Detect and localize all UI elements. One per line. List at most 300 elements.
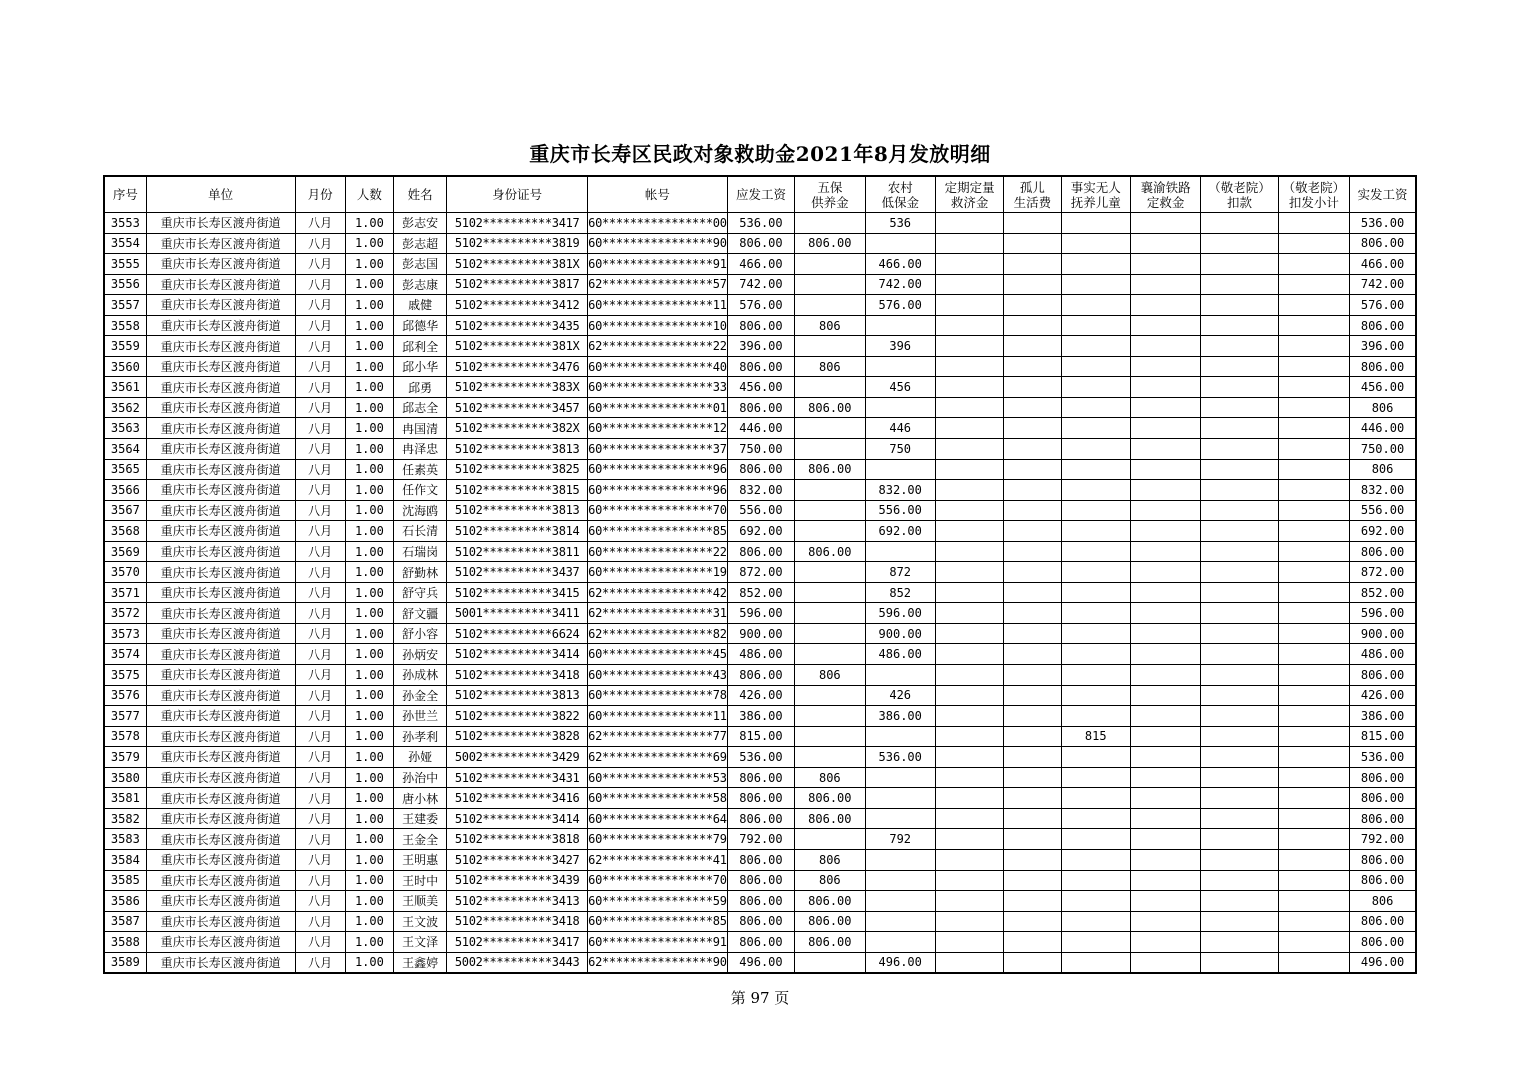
table-cell <box>1201 582 1278 603</box>
table-cell: 3583 <box>104 829 146 850</box>
table-cell: 806.00 <box>727 870 794 891</box>
table-cell <box>935 295 1003 316</box>
table-row <box>104 952 1416 973</box>
table-cell: 邱利全 <box>394 336 447 357</box>
table-cell: 八月 <box>295 932 345 953</box>
table-cell: 重庆市长寿区渡舟街道 <box>146 439 295 460</box>
table-cell: 王顺美 <box>394 891 447 912</box>
table-cell: 536.00 <box>1350 213 1416 234</box>
table-cell: 5102**********3439 <box>447 870 588 891</box>
table-cell <box>1201 829 1278 850</box>
table-cell <box>1130 623 1200 644</box>
table-cell: 八月 <box>295 891 345 912</box>
table-cell: 806.00 <box>1350 767 1416 788</box>
table-cell: 3572 <box>104 603 146 624</box>
table-cell <box>1004 356 1061 377</box>
table-row <box>104 706 1416 727</box>
table-cell: 重庆市长寿区渡舟街道 <box>146 295 295 316</box>
table-cell: 1.00 <box>345 541 393 562</box>
table-cell <box>1004 829 1061 850</box>
table-cell: 60****************37 <box>588 439 728 460</box>
table-cell <box>935 870 1003 891</box>
table-cell: 396.00 <box>1350 336 1416 357</box>
table-cell: 60****************10 <box>588 315 728 336</box>
table-cell: 486.00 <box>727 644 794 665</box>
table-cell: 3577 <box>104 706 146 727</box>
table-cell <box>1278 808 1349 829</box>
table-cell: 496.00 <box>727 952 794 973</box>
table-cell: 王文泽 <box>394 932 447 953</box>
table-row <box>104 397 1416 418</box>
table-cell: 3563 <box>104 418 146 439</box>
table-cell <box>1278 541 1349 562</box>
table-cell: 八月 <box>295 767 345 788</box>
table-cell: 692.00 <box>1350 521 1416 542</box>
column-header: （敬老院） 扣款 <box>1201 176 1278 213</box>
table-row <box>104 603 1416 624</box>
table-cell <box>865 397 935 418</box>
table-cell <box>1278 911 1349 932</box>
table-cell: 3564 <box>104 439 146 460</box>
table-cell: 重庆市长寿区渡舟街道 <box>146 849 295 870</box>
table-cell: 3575 <box>104 665 146 686</box>
column-header: 单位 <box>146 176 295 213</box>
table-cell: 536.00 <box>727 747 794 768</box>
table-cell <box>1278 459 1349 480</box>
table-cell <box>1061 952 1130 973</box>
table-cell <box>1130 788 1200 809</box>
table-cell <box>935 213 1003 234</box>
table-cell: 806.00 <box>1350 788 1416 809</box>
table-cell: 596.00 <box>1350 603 1416 624</box>
table-cell: 872.00 <box>1350 562 1416 583</box>
table-cell: 3576 <box>104 685 146 706</box>
column-header: 帐号 <box>588 176 728 213</box>
table-cell: 5102**********3416 <box>447 788 588 809</box>
table-cell: 1.00 <box>345 315 393 336</box>
table-cell: 692.00 <box>727 521 794 542</box>
table-cell: 60****************22 <box>588 541 728 562</box>
table-cell <box>935 808 1003 829</box>
table-cell <box>1201 726 1278 747</box>
table-row <box>104 726 1416 747</box>
table-cell <box>1061 356 1130 377</box>
table-cell: 3580 <box>104 767 146 788</box>
table-cell <box>1278 726 1349 747</box>
table-cell <box>1278 952 1349 973</box>
table-cell <box>1004 603 1061 624</box>
table-cell: 1.00 <box>345 295 393 316</box>
table-cell <box>1201 911 1278 932</box>
table-cell <box>935 644 1003 665</box>
table-cell: 重庆市长寿区渡舟街道 <box>146 808 295 829</box>
table-cell: 806.00 <box>1350 233 1416 254</box>
table-cell: 3554 <box>104 233 146 254</box>
column-header: 应发工资 <box>727 176 794 213</box>
table-cell: 806.00 <box>727 788 794 809</box>
table-cell: 60****************53 <box>588 767 728 788</box>
table-cell: 5102**********381X <box>447 254 588 275</box>
table-cell: 3584 <box>104 849 146 870</box>
table-cell <box>865 459 935 480</box>
table-cell <box>795 439 865 460</box>
table-cell: 5102**********3813 <box>447 500 588 521</box>
table-cell <box>1004 213 1061 234</box>
table-cell <box>865 315 935 336</box>
table-cell: 3585 <box>104 870 146 891</box>
table-cell <box>935 911 1003 932</box>
table-cell: 5102**********3815 <box>447 480 588 501</box>
table-row <box>104 767 1416 788</box>
table-cell: 重庆市长寿区渡舟街道 <box>146 254 295 275</box>
table-cell: 815.00 <box>1350 726 1416 747</box>
table-cell <box>1278 500 1349 521</box>
table-cell: 806.00 <box>795 459 865 480</box>
table-cell: 3586 <box>104 891 146 912</box>
table-cell <box>935 849 1003 870</box>
table-cell: 5102**********3417 <box>447 932 588 953</box>
table-cell: 536.00 <box>727 213 794 234</box>
table-cell: 62****************31 <box>588 603 728 624</box>
table-cell: 重庆市长寿区渡舟街道 <box>146 418 295 439</box>
table-cell: 386.00 <box>1350 706 1416 727</box>
table-cell <box>1130 706 1200 727</box>
table-cell: 重庆市长寿区渡舟街道 <box>146 562 295 583</box>
table-cell: 重庆市长寿区渡舟街道 <box>146 706 295 727</box>
table-row <box>104 932 1416 953</box>
table-cell: 石长清 <box>394 521 447 542</box>
table-cell <box>795 747 865 768</box>
table-cell <box>1278 562 1349 583</box>
table-cell <box>1130 500 1200 521</box>
table-cell <box>1004 274 1061 295</box>
table-cell: 重庆市长寿区渡舟街道 <box>146 911 295 932</box>
table-row <box>104 849 1416 870</box>
table-cell <box>795 295 865 316</box>
table-cell: 806.00 <box>1350 665 1416 686</box>
column-header: 农村 低保金 <box>865 176 935 213</box>
table-cell: 3574 <box>104 644 146 665</box>
table-cell <box>1130 521 1200 542</box>
table-cell <box>1061 623 1130 644</box>
table-cell: 戚健 <box>394 295 447 316</box>
table-cell <box>1061 213 1130 234</box>
table-cell <box>1061 315 1130 336</box>
table-cell <box>1130 418 1200 439</box>
table-cell <box>1278 932 1349 953</box>
table-row <box>104 418 1416 439</box>
table-cell: 重庆市长寿区渡舟街道 <box>146 336 295 357</box>
table-cell: 446.00 <box>1350 418 1416 439</box>
table-cell <box>1278 418 1349 439</box>
table-cell <box>1278 521 1349 542</box>
table-cell: 八月 <box>295 459 345 480</box>
table-cell <box>1201 685 1278 706</box>
table-row <box>104 295 1416 316</box>
table-cell: 852.00 <box>1350 582 1416 603</box>
table-cell <box>1061 480 1130 501</box>
table-cell: 1.00 <box>345 254 393 275</box>
table-row <box>104 315 1416 336</box>
table-cell: 742.00 <box>865 274 935 295</box>
table-cell <box>1130 459 1200 480</box>
table-cell: 彭志安 <box>394 213 447 234</box>
table-cell: 八月 <box>295 315 345 336</box>
table-cell <box>1201 295 1278 316</box>
table-cell: 舒文疆 <box>394 603 447 624</box>
table-cell: 5102**********3418 <box>447 665 588 686</box>
table-cell: 八月 <box>295 418 345 439</box>
table-cell: 重庆市长寿区渡舟街道 <box>146 500 295 521</box>
table-cell: 3568 <box>104 521 146 542</box>
column-header: 人数 <box>345 176 393 213</box>
table-cell: 806.00 <box>727 849 794 870</box>
table-cell: 王建委 <box>394 808 447 829</box>
table-cell: 852 <box>865 582 935 603</box>
table-cell: 806.00 <box>727 315 794 336</box>
table-cell: 5102**********3825 <box>447 459 588 480</box>
table-cell: 彭志国 <box>394 254 447 275</box>
table-cell <box>1130 808 1200 829</box>
table-cell <box>1061 336 1130 357</box>
table-cell <box>1061 829 1130 850</box>
table-cell <box>795 562 865 583</box>
table-cell <box>1278 439 1349 460</box>
table-cell: 1.00 <box>345 788 393 809</box>
table-cell <box>1278 685 1349 706</box>
table-cell <box>1201 541 1278 562</box>
column-header: 序号 <box>104 176 146 213</box>
table-cell: 3566 <box>104 480 146 501</box>
table-cell: 556.00 <box>727 500 794 521</box>
table-cell: 5102**********3476 <box>447 356 588 377</box>
table-cell <box>1061 521 1130 542</box>
table-cell <box>1201 706 1278 727</box>
table-cell: 806.00 <box>795 932 865 953</box>
column-header: （敬老院） 扣发小计 <box>1278 176 1349 213</box>
table-cell: 重庆市长寿区渡舟街道 <box>146 665 295 686</box>
table-cell: 60****************79 <box>588 829 728 850</box>
table-cell <box>1130 665 1200 686</box>
table-cell: 60****************33 <box>588 377 728 398</box>
table-cell: 唐小林 <box>394 788 447 809</box>
table-cell: 426.00 <box>727 685 794 706</box>
table-cell <box>865 233 935 254</box>
table-cell <box>935 665 1003 686</box>
table-cell <box>795 336 865 357</box>
table-cell <box>1278 747 1349 768</box>
table-cell <box>1201 891 1278 912</box>
table-cell: 1.00 <box>345 644 393 665</box>
table-cell <box>1061 891 1130 912</box>
table-row <box>104 377 1416 398</box>
table-cell <box>1004 808 1061 829</box>
table-cell <box>935 541 1003 562</box>
table-cell: 60****************01 <box>588 397 728 418</box>
table-cell <box>1061 911 1130 932</box>
table-cell: 1.00 <box>345 582 393 603</box>
table-cell: 1.00 <box>345 891 393 912</box>
table-cell <box>935 767 1003 788</box>
table-cell: 1.00 <box>345 397 393 418</box>
table-cell: 806.00 <box>1350 849 1416 870</box>
table-cell <box>1201 377 1278 398</box>
table-cell <box>935 418 1003 439</box>
table-cell <box>1130 315 1200 336</box>
table-cell: 重庆市长寿区渡舟街道 <box>146 603 295 624</box>
table-cell <box>935 397 1003 418</box>
table-cell: 386.00 <box>865 706 935 727</box>
table-cell: 806.00 <box>795 808 865 829</box>
table-header <box>104 176 1416 213</box>
table-cell: 重庆市长寿区渡舟街道 <box>146 623 295 644</box>
table-cell <box>1278 336 1349 357</box>
table-cell: 806 <box>795 356 865 377</box>
table-cell: 60****************70 <box>588 500 728 521</box>
table-cell: 596.00 <box>727 603 794 624</box>
table-row <box>104 685 1416 706</box>
table-cell: 60****************91 <box>588 254 728 275</box>
table-cell: 742.00 <box>727 274 794 295</box>
table-cell: 806 <box>1350 397 1416 418</box>
table-cell <box>1061 747 1130 768</box>
table-cell: 1.00 <box>345 233 393 254</box>
table-cell <box>935 500 1003 521</box>
table-cell: 重庆市长寿区渡舟街道 <box>146 644 295 665</box>
table-cell <box>935 377 1003 398</box>
table-cell: 3565 <box>104 459 146 480</box>
table-cell <box>1278 377 1349 398</box>
table-row <box>104 747 1416 768</box>
table-cell: 832.00 <box>1350 480 1416 501</box>
table-cell: 5102**********6624 <box>447 623 588 644</box>
table-cell <box>1004 377 1061 398</box>
table-cell <box>1201 315 1278 336</box>
table-cell: 1.00 <box>345 213 393 234</box>
table-cell <box>795 603 865 624</box>
table-cell <box>935 932 1003 953</box>
table-cell <box>1061 582 1130 603</box>
table-cell: 5102**********3412 <box>447 295 588 316</box>
table-cell: 5102**********3437 <box>447 562 588 583</box>
table-cell: 3578 <box>104 726 146 747</box>
table-cell: 806.00 <box>1350 356 1416 377</box>
table-cell: 446.00 <box>727 418 794 439</box>
table-cell: 重庆市长寿区渡舟街道 <box>146 788 295 809</box>
table-row <box>104 213 1416 234</box>
table-cell <box>935 603 1003 624</box>
table-cell: 3582 <box>104 808 146 829</box>
payment-table <box>103 175 1417 974</box>
column-header: 五保 供养金 <box>795 176 865 213</box>
table-row <box>104 644 1416 665</box>
table-cell <box>1130 439 1200 460</box>
table-cell: 5102**********381X <box>447 336 588 357</box>
table-cell <box>1004 582 1061 603</box>
table-cell: 60****************58 <box>588 788 728 809</box>
table-cell: 3579 <box>104 747 146 768</box>
table-cell: 冉国清 <box>394 418 447 439</box>
table-cell <box>935 706 1003 727</box>
table-cell <box>865 870 935 891</box>
table-cell <box>795 500 865 521</box>
table-cell: 1.00 <box>345 521 393 542</box>
table-cell: 王文波 <box>394 911 447 932</box>
table-cell: 1.00 <box>345 808 393 829</box>
table-cell: 3571 <box>104 582 146 603</box>
table-cell: 900.00 <box>1350 623 1416 644</box>
table-cell <box>1201 521 1278 542</box>
table-cell: 5102**********3418 <box>447 911 588 932</box>
table-cell: 1.00 <box>345 870 393 891</box>
table-cell: 重庆市长寿区渡舟街道 <box>146 315 295 336</box>
table-cell <box>1130 849 1200 870</box>
table-cell: 5102**********3457 <box>447 397 588 418</box>
table-cell <box>865 932 935 953</box>
table-cell <box>1061 870 1130 891</box>
table-cell: 60****************11 <box>588 295 728 316</box>
table-cell <box>1130 726 1200 747</box>
table-cell: 3553 <box>104 213 146 234</box>
table-cell <box>795 952 865 973</box>
table-cell: 3558 <box>104 315 146 336</box>
table-cell: 重庆市长寿区渡舟街道 <box>146 377 295 398</box>
table-cell <box>1201 747 1278 768</box>
table-cell: 806.00 <box>1350 541 1416 562</box>
table-cell <box>935 356 1003 377</box>
table-cell: 3560 <box>104 356 146 377</box>
table-cell <box>1201 213 1278 234</box>
table-cell: 八月 <box>295 336 345 357</box>
table-cell <box>1061 849 1130 870</box>
table-cell <box>1130 377 1200 398</box>
table-cell <box>935 726 1003 747</box>
table-cell: 806.00 <box>727 233 794 254</box>
table-cell: 八月 <box>295 911 345 932</box>
table-cell: 815.00 <box>727 726 794 747</box>
table-cell <box>865 541 935 562</box>
table-cell: 806 <box>1350 891 1416 912</box>
table-row <box>104 623 1416 644</box>
table-cell: 1.00 <box>345 726 393 747</box>
table-cell <box>1278 788 1349 809</box>
table-cell: 重庆市长寿区渡舟街道 <box>146 891 295 912</box>
table-cell <box>1061 274 1130 295</box>
table-cell: 孙娅 <box>394 747 447 768</box>
table-cell: 1.00 <box>345 459 393 480</box>
table-cell: 孙治中 <box>394 767 447 788</box>
table-cell <box>1201 788 1278 809</box>
table-cell <box>795 274 865 295</box>
table-cell: 5102**********3431 <box>447 767 588 788</box>
table-cell: 3556 <box>104 274 146 295</box>
table-cell: 1.00 <box>345 849 393 870</box>
table-cell <box>1201 274 1278 295</box>
table-cell: 60****************40 <box>588 356 728 377</box>
table-cell <box>1061 295 1130 316</box>
table-cell: 1.00 <box>345 767 393 788</box>
table-cell: 486.00 <box>865 644 935 665</box>
table-cell <box>865 808 935 829</box>
table-cell <box>935 480 1003 501</box>
column-header: 姓名 <box>394 176 447 213</box>
table-cell: 八月 <box>295 952 345 973</box>
table-cell <box>935 747 1003 768</box>
table-cell: 832.00 <box>727 480 794 501</box>
table-cell: 1.00 <box>345 439 393 460</box>
table-cell <box>1278 767 1349 788</box>
table-cell: 八月 <box>295 397 345 418</box>
